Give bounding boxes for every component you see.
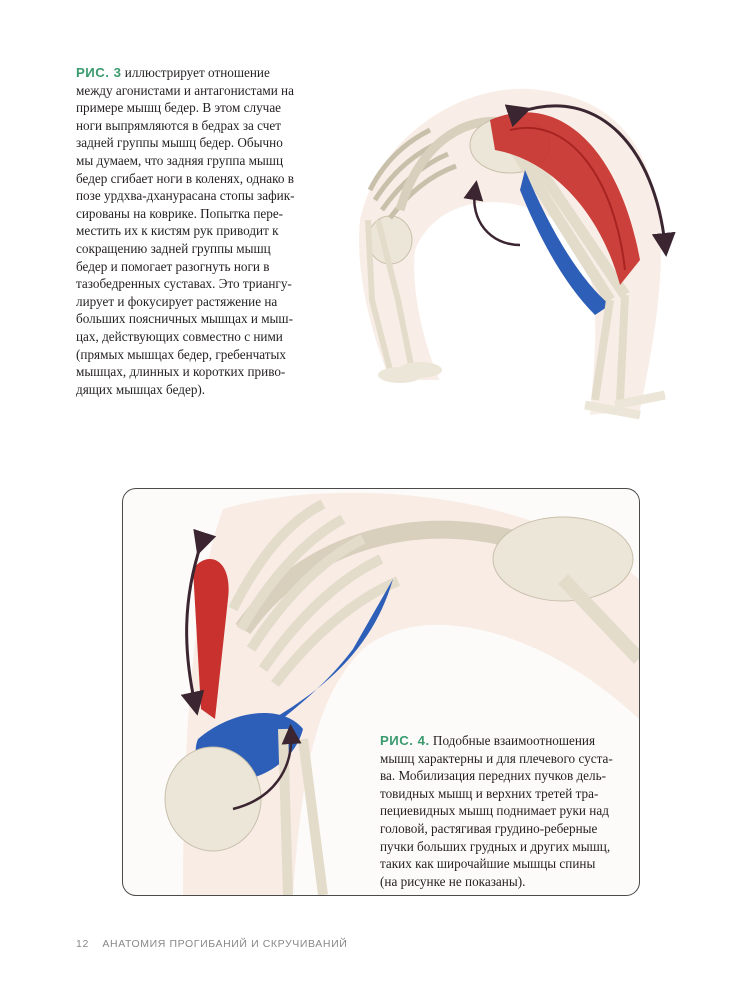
caption-line: пециевидных мышц поднимает руки над: [380, 803, 609, 819]
caption-line: ва. Мобилизация передних пучков дель-: [380, 768, 607, 784]
caption-line: примере мышц бедер. В этом случае: [76, 100, 282, 116]
caption-line: цах, действующих совместно с ними: [76, 328, 283, 344]
figure-4-label: РИС. 4.: [380, 733, 430, 748]
caption-line: товидных мышц и верхних третей тра-: [380, 785, 599, 801]
caption-line: пучки больших грудных и других мышц,: [380, 838, 611, 854]
page-number: 12: [76, 938, 89, 950]
figure-3-caption: [76, 64, 308, 398]
figure-3-label: РИС. 3: [76, 65, 122, 80]
page-footer: [76, 938, 347, 950]
figure-3-illustration: [320, 70, 720, 440]
caption-line: лирует и фокусирует растяжение на: [76, 293, 278, 309]
skull: [165, 747, 261, 851]
caption-line: дящих мышцах бедер).: [76, 381, 206, 397]
caption-line: больших поясничных мышцах и мыш-: [76, 311, 293, 327]
caption-line: таких как широчайшие мышцы спины: [380, 856, 596, 872]
figure-4-caption: [380, 732, 620, 890]
caption-line: головой, растягивая грудино-реберные: [380, 820, 598, 836]
caption-line: бедер и помогает разогнуть ноги в: [76, 258, 270, 274]
caption-line: РИС. 3 иллюстрирует отношение: [76, 65, 270, 80]
caption-line: РИС. 4. Подобные взаимоотношения: [380, 733, 596, 748]
caption-line: задней группы мышц бедер. Обычно: [76, 135, 283, 151]
caption-line: мы думаем, что задняя группа мышц: [76, 152, 284, 168]
caption-line: местить их к кистям рук приводит к: [76, 223, 279, 239]
running-title: АНАТОМИЯ ПРОГИБАНИЙ И СКРУЧИВАНИЙ: [102, 938, 348, 950]
caption-line: (прямых мышцах бедер, гребенчатых: [76, 346, 286, 362]
caption-line: (на рисунке не показаны).: [380, 873, 526, 889]
caption-line: тазобедренных суставах. Это триангу-: [76, 276, 292, 292]
caption-line: позе урдхва-дханурасана стопы зафик-: [76, 188, 295, 204]
caption-line: ноги выпрямляются в бедрах за счет: [76, 117, 282, 133]
hand-right: [398, 362, 442, 378]
caption-line: бедер сгибает ноги в коленях, однако в: [76, 170, 294, 186]
caption-line: мышц характерны и для плечевого суста-: [380, 750, 613, 766]
caption-line: мышцах, длинных и коротких приво-: [76, 364, 286, 380]
caption-line: сированы на коврике. Попытка пере-: [76, 205, 284, 221]
caption-line: между агонистами и антагонистами на: [76, 82, 294, 98]
caption-line: сокращению задней группы мышц: [76, 240, 271, 256]
